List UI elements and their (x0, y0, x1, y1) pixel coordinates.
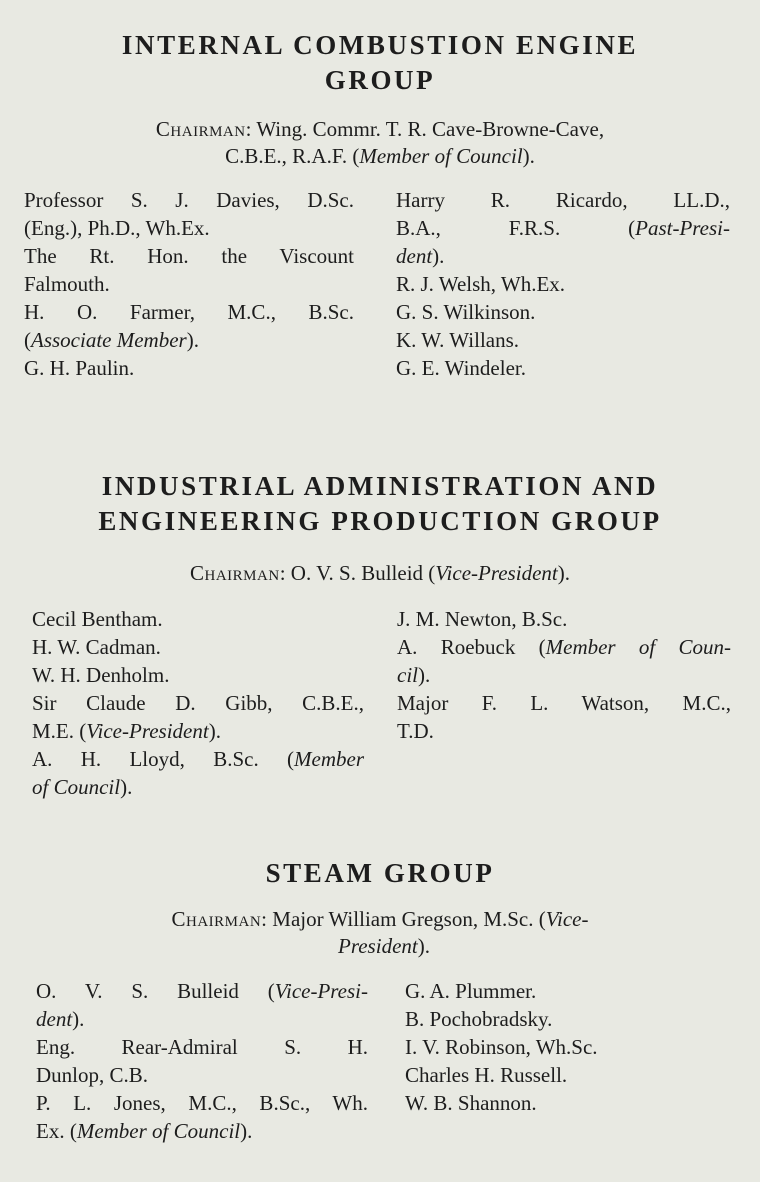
chairman-line: Chairman: Major William Gregson, M.Sc. (Vice- (171, 907, 589, 931)
member-line: Eng. Rear-Admiral S. H. (36, 1035, 368, 1059)
member-entry (32, 633, 364, 661)
members-left-column (24, 186, 354, 382)
member-entry (24, 354, 354, 382)
member-line: A. Roebuck (Member of Coun- (397, 635, 731, 659)
chairman-line: Chairman: O. V. S. Bulleid (Vice-President). (190, 561, 570, 585)
member-entry (397, 689, 731, 745)
member-line: A. H. Lloyd, B.Sc. (Member (32, 747, 364, 771)
member-line: Sir Claude D. Gibb, C.B.E., (32, 691, 364, 715)
member-entry (405, 977, 725, 1005)
chairman-line: C.B.E., R.A.F. (Member of Council). (225, 144, 535, 168)
members-right-column (396, 186, 730, 382)
member-entry (36, 1033, 368, 1089)
member-entry (405, 1061, 725, 1089)
member-line: T.D. (397, 719, 434, 743)
member-entry (24, 186, 354, 242)
members-right-column (397, 605, 731, 745)
member-line: M.E. (Vice-President). (32, 719, 221, 743)
member-line: B.A., F.R.S. (Past-Presi- (396, 216, 730, 240)
member-entry (396, 326, 730, 354)
member-line: B. Pochobradsky. (405, 1007, 553, 1031)
member-line: H. W. Cadman. (32, 635, 161, 659)
member-entry (32, 605, 364, 633)
member-line: O. V. S. Bulleid (Vice-Presi- (36, 979, 368, 1003)
members-left-column (36, 977, 368, 1145)
chairman-label: Chairman (171, 907, 262, 931)
member-line: G. A. Plummer. (405, 979, 537, 1003)
member-line: Harry R. Ricardo, LL.D., (396, 188, 730, 212)
member-line: R. J. Welsh, Wh.Ex. (396, 272, 566, 296)
members-left-column (32, 605, 364, 801)
member-line: Cecil Bentham. (32, 607, 163, 631)
chairman-block (0, 560, 760, 587)
member-line: K. W. Willans. (396, 328, 520, 352)
member-entry (396, 186, 730, 270)
member-line: Ex. (Member of Council). (36, 1119, 253, 1143)
industrial-administration-group (0, 469, 760, 539)
member-entry (32, 661, 364, 689)
member-line: (Associate Member). (24, 328, 199, 352)
member-line: P. L. Jones, M.C., B.Sc., Wh. (36, 1091, 368, 1115)
member-entry (405, 1033, 725, 1061)
member-line: Charles H. Russell. (405, 1063, 568, 1087)
chairman-line: Chairman: Wing. Commr. T. R. Cave-Browne-Cave, (155, 117, 605, 141)
chairman-block (0, 906, 760, 960)
member-entry (24, 242, 354, 298)
member-line: G. E. Windeler. (396, 356, 526, 380)
member-entry (405, 1005, 725, 1033)
member-line: H. O. Farmer, M.C., B.Sc. (24, 300, 354, 324)
members-right-column (405, 977, 725, 1117)
chairman-block (0, 116, 760, 170)
member-line: W. H. Denholm. (32, 663, 170, 687)
chairman-line: President). (338, 934, 430, 958)
member-line: of Council). (32, 775, 133, 799)
member-line: G. S. Wilkinson. (396, 300, 536, 324)
member-line: Dunlop, C.B. (36, 1063, 149, 1087)
member-entry (32, 689, 364, 745)
member-entry (397, 633, 731, 689)
member-line: Falmouth. (24, 272, 110, 296)
chairman-label: Chairman (155, 117, 246, 141)
member-entry (36, 977, 368, 1033)
member-line: (Eng.), Ph.D., Wh.Ex. (24, 216, 210, 240)
member-entry (36, 1089, 368, 1145)
group-title: INTERNAL COMBUSTION ENGINE GROUP (121, 30, 639, 95)
member-line: W. B. Shannon. (405, 1091, 537, 1115)
internal-combustion-engine-group (0, 28, 760, 98)
member-entry (405, 1089, 725, 1117)
group-title: INDUSTRIAL ADMINISTRATION AND ENGINEERING PRODUCTION GROUP (98, 471, 662, 536)
member-entry (24, 298, 354, 354)
member-line: dent). (396, 244, 445, 268)
member-line: G. H. Paulin. (24, 356, 135, 380)
member-line: I. V. Robinson, Wh.Sc. (405, 1035, 598, 1059)
member-line: Professor S. J. Davies, D.Sc. (24, 188, 354, 212)
member-entry (396, 354, 730, 382)
group-title: STEAM GROUP (265, 858, 495, 888)
member-line: dent). (36, 1007, 85, 1031)
member-line: cil). (397, 663, 431, 687)
member-entry (397, 605, 731, 633)
chairman-label: Chairman (190, 561, 280, 585)
member-entry (396, 298, 730, 326)
member-line: The Rt. Hon. the Viscount (24, 244, 354, 268)
member-entry (32, 745, 364, 801)
member-line: J. M. Newton, B.Sc. (397, 607, 568, 631)
member-line: Major F. L. Watson, M.C., (397, 691, 731, 715)
member-entry (396, 270, 730, 298)
steam-group (0, 856, 760, 891)
